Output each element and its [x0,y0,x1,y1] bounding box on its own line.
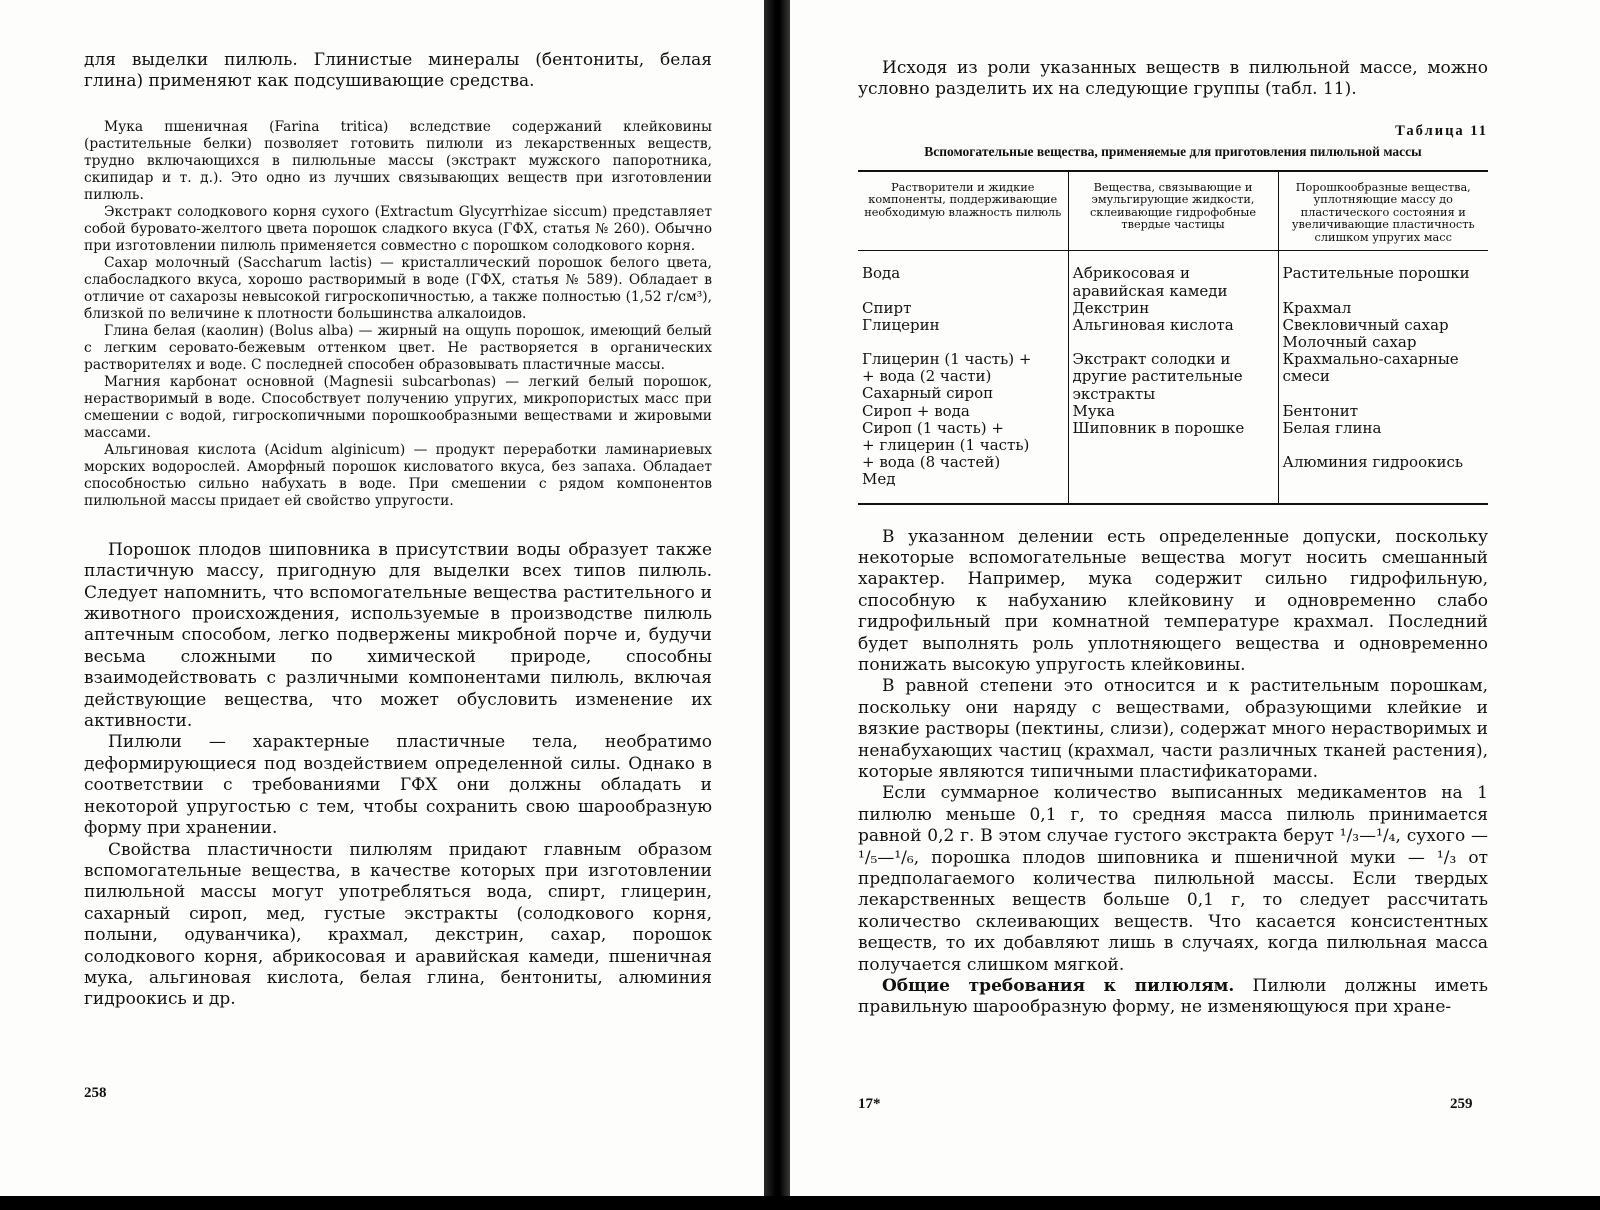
scan-bottom-edge [0,1196,1600,1210]
general-requirements-text: Пилюли должны иметь правильную шарообразную форму, не изменяющуюся при хране- [858,976,1488,1018]
paragraph-rosehip-powder: Порошок плодов шиповника в присутствии воды образует также пластичную массу, пригодную для выделки всех типов пилюль. Следует напомнить, что вспомогательные вещества растительного и животного происхождения, используемые в производстве пилюль аптечным способом, легко подвержены микробной порче и, будучи весьма сложными по химической природе, способны взаимодействовать с различными компонентами пилюль, включая действующие вещества, что может обусловить изменение их активности. [84,539,712,732]
paragraph-plasticity: Свойства пластичности пилюлям придают главным образом вспомогательные вещества, в качестве которых при изготовлении пилюльной массы могут употребляться вода, спирт, глицерин, сахарный сироп, мед, густые экстракты (солодкового корня, полыни, одуванчика), крахмал, декстрин, сахар, порошок солодкового корня, абрикосовая и аравийская камеди, пшеничная мука, альгиновая кислота, белая глина, бентониты, алюминия гидроокись и др. [84,839,712,1010]
left-page-number: 258 [84,1085,107,1101]
table-cell-item: Абрикосовая и аравийская камеди [1072,264,1228,300]
table-column-powders [1278,251,1488,504]
table-cell-item: Альгиновая кислота [1072,315,1234,334]
table-cell-item: Растительные порошки [1282,264,1470,283]
paragraph-milk-sugar: Сахар молочный (Saccharum lactis) — кристаллический порошок белого цвета, слабосладкого вкуса, хорошо растворимый в воде (ГФХ, статья № 589). Обладает в отличие от сахарозы невысокой гигроскопичностью, а также полностью (1,52 г/см³), близкой по величине к плотности большинства алкалоидов. [84,254,712,322]
paragraph-general-requirements [858,976,1488,1019]
paragraph-alginic-acid: Альгиновая кислота (Acidum alginicum) — продукт переработки ламинариевых морских водорослей. Аморфный порошок кисловатого вкуса, без запаха. Обладает способностью сильно набухать в воде. При смешении с рядом компонентов пилюльной массы придает ей свойство упругости. [84,441,712,509]
table-cell-item: Молочный сахар [1282,332,1417,351]
table-cell-item: Мед [862,470,896,489]
paragraph-allowances: В указанном делении есть определенные допуски, поскольку некоторые вспомогательные вещества могут носить смешанный характер. Например, мука содержит сильно гидрофильную, способную к набуханию клейковину и одновременно слабо гидрофильный при комнатной температуре крахмал. Последний будет выполнять роль уплотняющего вещества и одновременно понижать высокую упругость клейковины. [858,526,1488,675]
paragraph-plant-powders: В равной степени это относится и к растительным порошкам, поскольку они наряду с веществами, образующими клейкие и вязкие растворы (пектины, слизи), содержат много нерастворимых и ненабухающих частиц (крахмал, части различных тканей растения), которые являются типичными пластификаторами. [858,676,1488,783]
table-header-powders: Порошкообразные вещества, уплотняющие массу до пластического состояния и увеличивающие пластичность слишком упругих масс [1278,171,1488,251]
table-cell-item: Алюминия гидроокись [1282,452,1464,471]
table-cell-item: Сироп (1 часть) + [862,418,1004,437]
paragraph-pills-definition: Пилюли — характерные пластичные тела, необратимо деформирующиеся под воздействием определенной силы. Однако в соответствии с требованиями ГФХ они должны обладать и некоторой упругостью с тем, чтобы сохранить свою шарообразную форму при хранении. [84,732,712,839]
book-spine [764,0,790,1210]
table-cell-item: Шиповник в порошке [1072,418,1245,437]
left-text-column [84,50,712,1011]
table-cell-item: Крахмально-сахарные смеси [1282,350,1459,386]
table-cell-item: Бентонит [1282,401,1359,420]
table-header-solvents: Растворители и жидкие компоненты, поддерживающие необходимую влажность пилюль [858,171,1068,251]
paragraph-dosage: Если суммарное количество выписанных медикаментов на 1 пилюлю меньше 0,1 г, то средняя масса пилюль принимается равной 0,2 г. В этом случае густого экстракта берут ¹/₃—¹/₄, сухого — ¹/₅—¹/₆, порошка плодов шиповника и пшеничной муки — ¹/₃ от предполагаемого количества пилюльной массы. Если твердых лекарственных веществ больше 0,1 г, то следует рассчитать количество склеивающих веществ. Что касается консистентных веществ, то их добавляют лишь в случаях, когда пилюльная масса получается слишком мягкой. [858,783,1488,975]
table-cell-item: Крахмал [1282,298,1352,317]
table-cell-item: + вода (8 частей) [862,453,1001,472]
table-header-binders: Вещества, связывающие и эмульгирующие жидкости, склеивающие гидрофобные твердые частицы [1068,171,1278,251]
table-label: Таблица 11 [1395,122,1488,139]
paragraph-flour: Мука пшеничная (Farina tritica) вследствие содержаний клейковины (растительные белки) позволяет готовить пилюли из лекарственных веществ, трудно включающихся в пилюльные массы (экстракт мужского папоротника, скипидар и т. д.). Это одно из лучших связывающих веществ при изготовлении пилюль. [84,118,712,203]
table-cell-item: Мука [1072,401,1116,420]
table-cell-item: Глицерин [862,315,940,334]
paragraph-white-clay: Глина белая (каолин) (Bolus alba) — жирный на ощупь порошок, имеющий белый с легким серовато-бежевым оттенком цвет. Не растворяется в органических растворителях и воде. С последней способен образовывать пластичные массы. [84,322,712,373]
left-intro-paragraph: для выделки пилюль. Глинистые минералы (бентониты, белая глина) применяют как подсушивающие средства. [84,50,712,92]
right-intro-paragraph: Исходя из роли указанных веществ в пилюльной массе, можно условно разделить их на следующие группы (табл. 11). [858,58,1488,100]
table-cell-item: Экстракт солодки и другие растительные экстракты [1072,350,1243,403]
table-cell-item: + глицерин (1 часть) [862,435,1030,454]
table-cell-item: Сироп + вода [862,401,970,420]
right-page-number: 259 [1450,1096,1473,1112]
right-text-column [858,58,1488,1019]
table-cell-item: Вода [862,264,901,283]
table-column-binders [1068,251,1278,504]
left-page [0,0,764,1200]
table-cell-item: Сахарный сироп [862,384,994,403]
paragraph-licorice-extract: Экстракт солодкового корня сухого (Extractum Glycyrrhizae siccum) представляет собой буровато-желтого цвета порошок сладкого вкуса (ГФХ, статья № 260). Обычно при изготовлении пилюль применяется совместно с порошком солодкового корня. [84,203,712,254]
auxiliary-substances-table [858,170,1488,505]
paragraph-magnesium-carbonate: Магния карбонат основной (Magnesii subcarbonas) — легкий белый порошок, нерастворимый в воде. Способствует получению упругих, микропористых масс при смешении с водой, гигроскопичными порошкообразными веществами и жировыми массами. [84,373,712,441]
table-cell-item: Декстрин [1072,298,1150,317]
table-cell-item: + вода (2 части) [862,367,992,386]
table-title: Вспомогательные вещества, применяемые для приготовления пилюльной массы [924,143,1422,159]
signature-mark: 17* [858,1096,881,1112]
general-requirements-heading: Общие требования к пилюлям. [882,976,1235,997]
table-cell-item: Спирт [862,298,912,317]
right-page [790,0,1600,1200]
table-cell-item: Свекловичный сахар [1282,315,1449,334]
table-cell-item: Белая глина [1282,418,1382,437]
table-cell-item: Глицерин (1 часть) + [862,349,1032,368]
table-column-solvents [858,251,1068,504]
